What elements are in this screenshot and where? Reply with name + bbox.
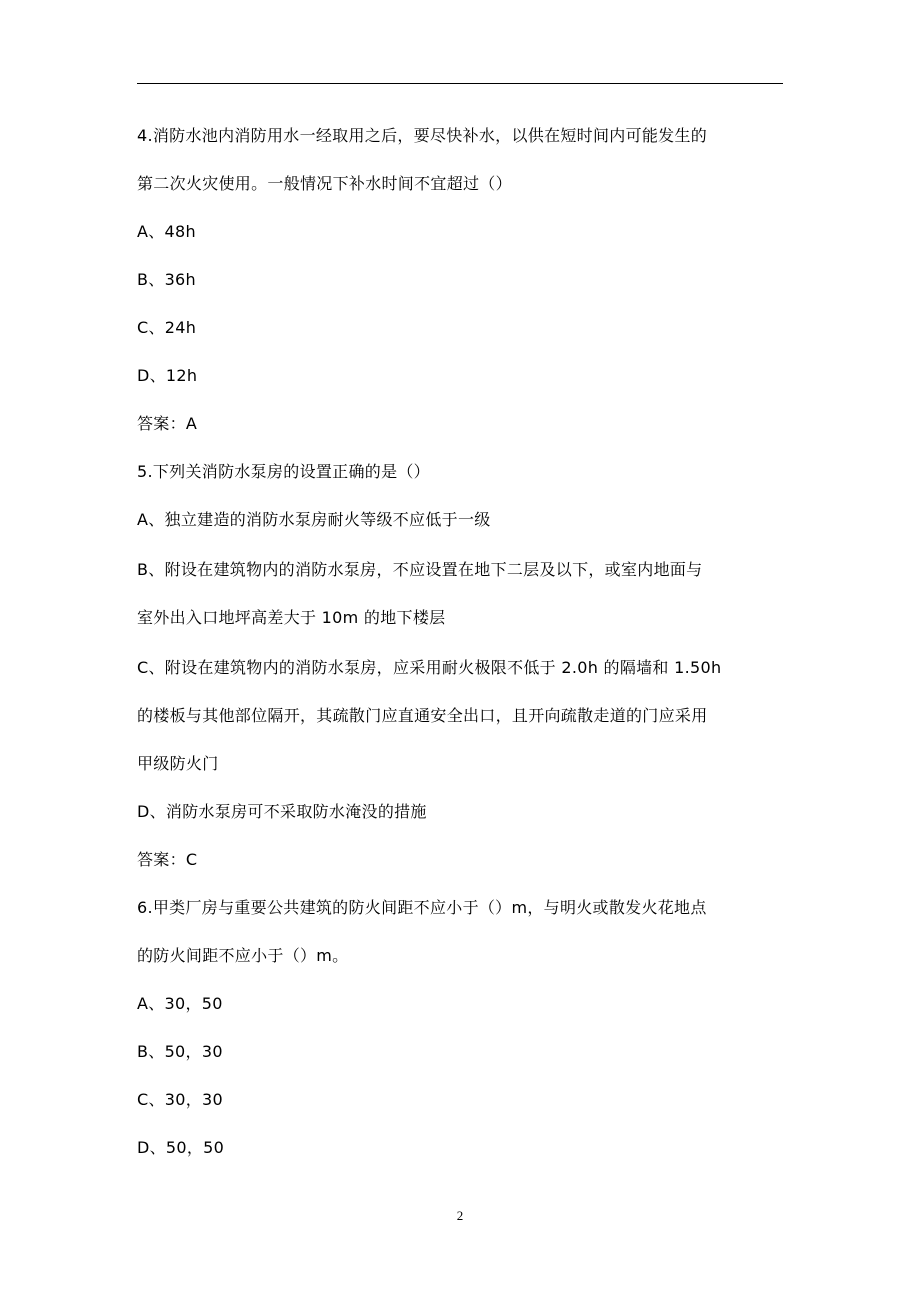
- question-5-option-c-line-3: 甲级防火门: [137, 754, 219, 773]
- question-6-option-d: D、50，50: [137, 1138, 225, 1157]
- question-5-option-c-line-2: 的楼板与其他部位隔开，其疏散门应直通安全出口，且开向疏散走道的门应采用: [137, 706, 708, 725]
- question-5-option-b-line-1: B、附设在建筑物内的消防水泵房，不应设置在地下二层及以下，或室内地面与: [137, 560, 703, 579]
- question-5-option-a: A、独立建造的消防水泵房耐火等级不应低于一级: [137, 510, 491, 529]
- question-6-option-a: A、30，50: [137, 994, 223, 1013]
- question-6-stem-line-2: 的防火间距不应小于（）m。: [137, 946, 349, 965]
- question-5-option-b-line-2: 室外出入口地坪高差大于 10m 的地下楼层: [137, 608, 446, 627]
- question-4-option-d: D、12h: [137, 366, 198, 385]
- question-5-option-d: D、消防水泵房可不采取防水淹没的措施: [137, 802, 427, 821]
- question-6-option-c: C、30，30: [137, 1090, 223, 1109]
- question-4-stem-line-2: 第二次火灾使用。一般情况下补水时间不宜超过（）: [137, 174, 512, 193]
- question-5-stem-line-1: 5.下列关消防水泵房的设置正确的是（）: [137, 462, 430, 481]
- header-rule: [137, 83, 783, 84]
- question-5-answer: 答案：C: [137, 850, 198, 869]
- page-number: 2: [456, 1208, 464, 1223]
- question-4-option-c: C、24h: [137, 318, 197, 337]
- question-4-answer: 答案：A: [137, 414, 198, 433]
- question-4-option-a: A、48h: [137, 222, 196, 241]
- question-6-option-b: B、50，30: [137, 1042, 223, 1061]
- question-5-option-c-line-1: C、附设在建筑物内的消防水泵房，应采用耐火极限不低于 2.0h 的隔墙和 1.50h: [137, 658, 722, 677]
- question-6-stem-line-1: 6.甲类厂房与重要公共建筑的防火间距不应小于（）m，与明火或散发火花地点: [137, 898, 707, 917]
- question-4-stem-line-1: 4.消防水池内消防用水一经取用之后，要尽快补水，以供在短时间内可能发生的: [137, 126, 708, 145]
- question-4-option-b: B、36h: [137, 270, 196, 289]
